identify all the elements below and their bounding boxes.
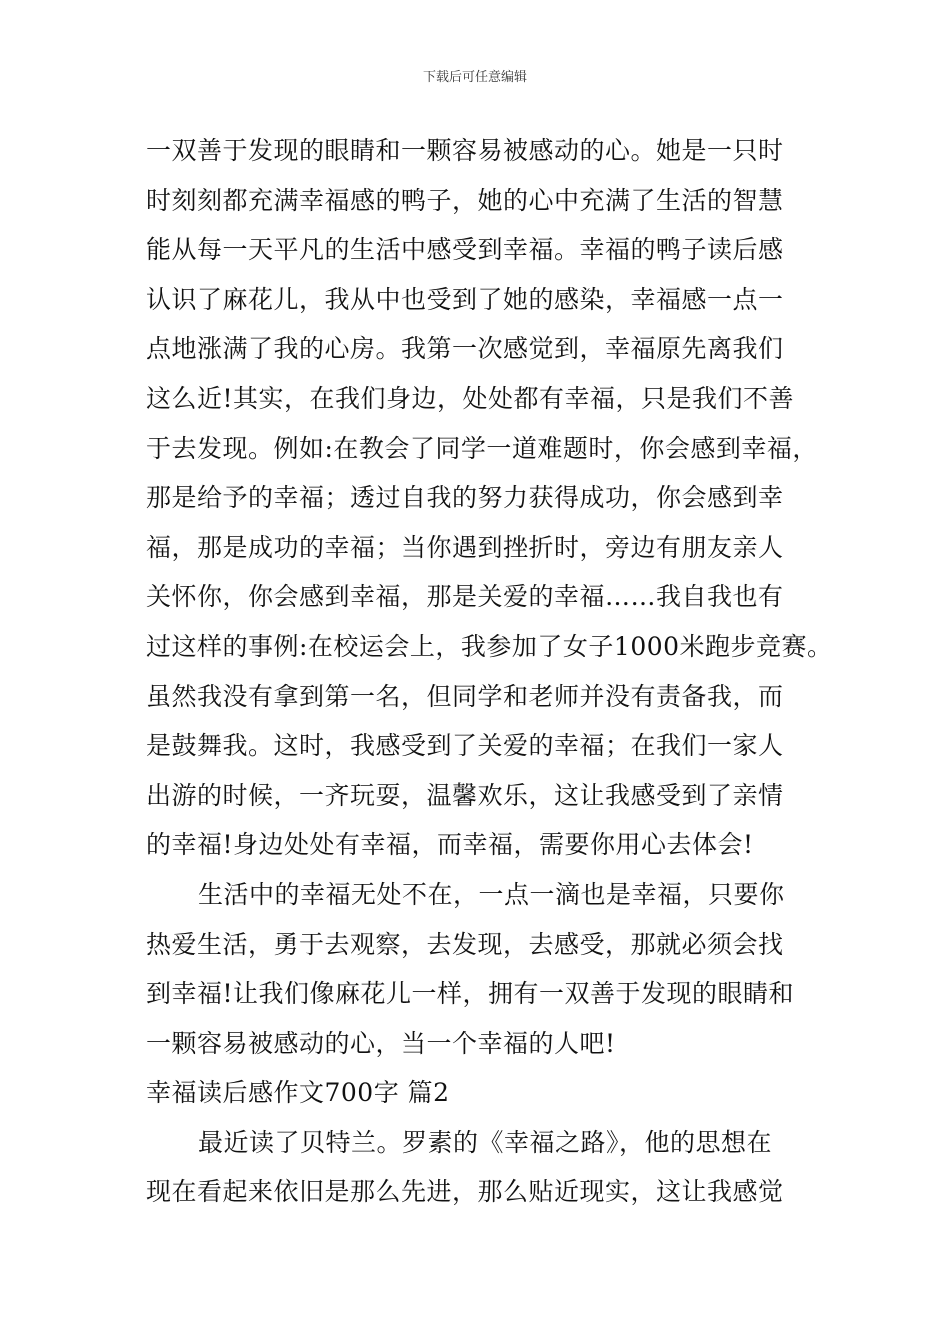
- text-line: 出游的时候，一齐玩耍，温馨欢乐，这让我感受到了亲情: [146, 780, 784, 810]
- text-line: 那是给予的幸福；透过自我的努力获得成功，你会感到幸: [146, 483, 784, 513]
- text-line: 现在看起来依旧是那么先进，那么贴近现实，这让我感觉: [146, 1177, 784, 1207]
- text-line: 过这样的事例:在校运会上，我参加了女子1000米跑步竞赛。: [146, 631, 833, 661]
- paragraph-start-line: 生活中的幸福无处不在，一点一滴也是幸福，只要你: [198, 879, 785, 909]
- text-line: 这么近!其实，在我们身边，处处都有幸福，只是我们不善: [146, 383, 795, 413]
- text-line: 点地涨满了我的心房。我第一次感觉到，幸福原先离我们: [146, 334, 784, 364]
- text-line: 关怀你，你会感到幸福，那是关爱的幸福……我自我也有: [146, 582, 784, 612]
- text-line: 的幸福!身边处处有幸福，而幸福，需要你用心去体会!: [146, 830, 754, 860]
- text-line: 一颗容易被感动的心，当一个幸福的人吧!: [146, 1028, 616, 1058]
- paragraph-start-line: 最近读了贝特兰。罗素的《幸福之路》，他的思想在: [198, 1127, 773, 1157]
- text-line: 认识了麻花儿，我从中也受到了她的感染，幸福感一点一: [146, 284, 784, 314]
- text-line: 能从每一天平凡的生活中感受到幸福。幸福的鸭子读后感: [146, 235, 784, 265]
- header-note: 下载后可任意编辑: [422, 70, 527, 85]
- text-line: 是鼓舞我。这时，我感受到了关爱的幸福；在我们一家人: [146, 731, 784, 761]
- section-heading: 幸福读后感作文700字 篇2: [146, 1078, 450, 1108]
- body-text: [146, 126, 836, 1217]
- text-line: 到幸福!让我们像麻花儿一样，拥有一双善于发现的眼睛和: [146, 979, 795, 1009]
- text-line: 热爱生活，勇于去观察，去发现，去感受，那就必须会找: [146, 929, 784, 959]
- text-line: 时刻刻都充满幸福感的鸭子，她的心中充满了生活的智慧: [146, 185, 784, 215]
- text-line: 于去发现。例如:在教会了同学一道难题时，你会感到幸福，: [146, 433, 818, 463]
- text-line: 一双善于发现的眼睛和一颗容易被感动的心。她是一只时: [146, 136, 784, 165]
- text-line: 福，那是成功的幸福；当你遇到挫折时，旁边有朋友亲人: [146, 532, 784, 562]
- text-line: 虽然我没有拿到第一名，但同学和老师并没有责备我，而: [146, 681, 784, 711]
